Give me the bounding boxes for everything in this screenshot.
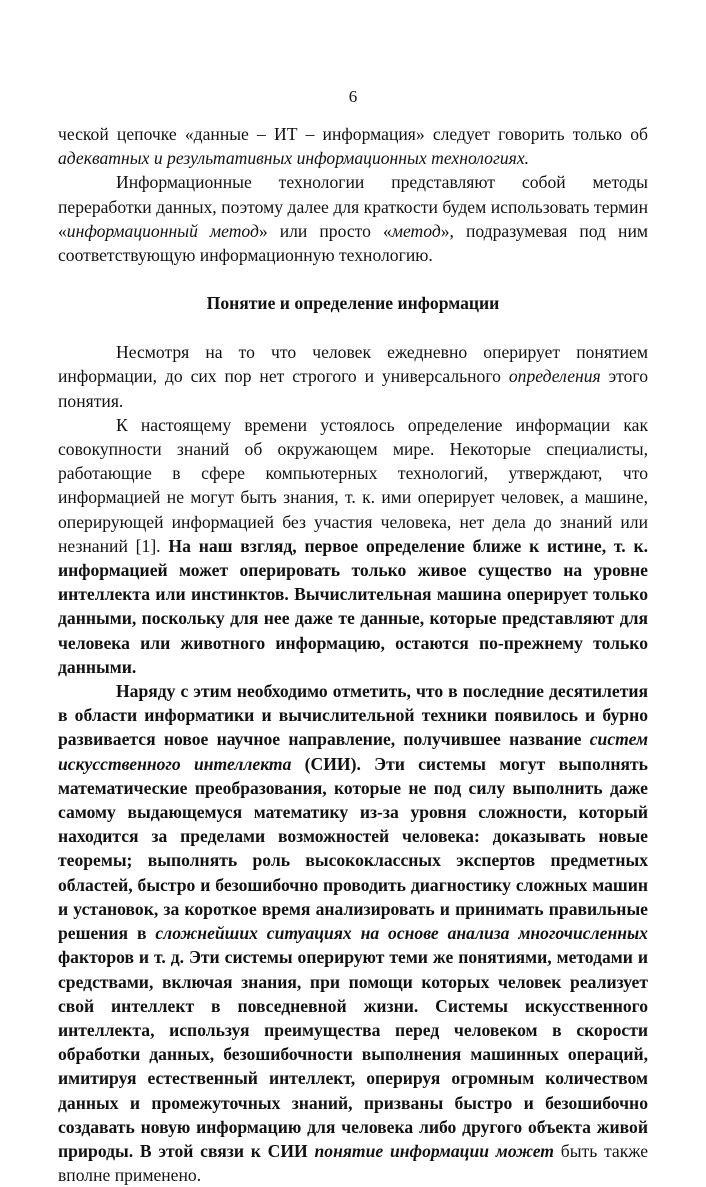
text-run: ческой цепочке «данные – ИТ – информация» следует говорить только об [58, 124, 648, 144]
text-run: На наш взгляд, первое определение ближе к истине, т. к. информацией может оперировать только живое существо на уровне интеллекта или инстинктов. Вычислительная машина оперирует только данными, поскольку для нее даже те данные, которые представляют для человека или животного информацию, остаются по-прежнему только данными. [58, 535, 648, 677]
text-run: информационный метод [66, 220, 259, 241]
page-body [58, 122, 648, 1187]
text-run: К настоящему времени устоялось определение информации как совокупности знаний об окружающем мире. Некоторые специалисты, работающие в сфере компьютерных технологий, утверждают, что информацией не могут быть знания, т. к. ими оперирует человек, а машине, оперирующей информацией без участия человека, нет дела до знаний или незнаний [1]. [58, 414, 648, 556]
text-run: » или просто « [258, 220, 392, 241]
text-run: понятие информации может [314, 1140, 554, 1161]
text-run: адекватных и результативных информационных технологиях. [58, 148, 530, 169]
paragraph-continuation [58, 122, 648, 170]
text-run: определения [508, 366, 601, 387]
paragraph-knowledge-definition [58, 413, 648, 679]
text-run: Информационные технологии представляют собой методы переработки данных, поэтому далее для краткости будем использовать термин « [58, 172, 648, 241]
page-number: 6 [348, 87, 358, 106]
paragraph-information-technologies [58, 170, 648, 267]
text-run: Несмотря на то что человек ежедневно оперирует понятием информации, до сих пор нет строгого и универсального [58, 342, 648, 387]
paragraph-definition-intro [58, 340, 648, 413]
text-run: », подразумевая под ним соответствующую информационную технологию. [58, 220, 648, 266]
text-run: сложнейших ситуациях на основе анализа многочисленных [155, 923, 648, 944]
text-run: метод [391, 220, 441, 241]
text-run: быть также вполне применено. [58, 1140, 648, 1186]
text-run: факторов и т. д. Эти системы оперируют теми же понятиями, методами и средствами, включая знания, при помощи которых человек реализует свой интеллект в повседневной жизни. Системы искусственного интеллекта, используя преимущества перед человеком в скорости обработки данных, безошибочности выполнения машинных операций, имитируя естественный интеллект, оперируя огромным количеством данных и промежуточных знаний, призваны быстро и безошибочно создавать новую информацию для человека либо другого объекта живой природы. В этой связи к СИИ [58, 947, 648, 1161]
text-run: (СИИ). Эти системы могут выполнять математические преобразования, которые не под силу выполнить даже самому выдающемуся математику из-за уровня сложности, который находится за пределами возможностей человека: доказывать новые теоремы; выполнять роль высококлассных экспертов предметных областей, быстро и безошибочно проводить диагностику сложных машин и установок, за короткое время анализировать и принимать правильные решения в [58, 753, 648, 944]
paragraph-ai-systems [58, 679, 648, 1187]
section-heading: Понятие и определение информации [206, 293, 500, 314]
text-run: этого понятия. [58, 366, 649, 411]
text-run: систем искусственного интеллекта [58, 729, 648, 774]
text-run: Наряду с этим необходимо отметить, что в последние десятилетия в области информатики и вычислительной техники появилось и бурно развивается новое научное направление, получившее название [58, 681, 648, 750]
